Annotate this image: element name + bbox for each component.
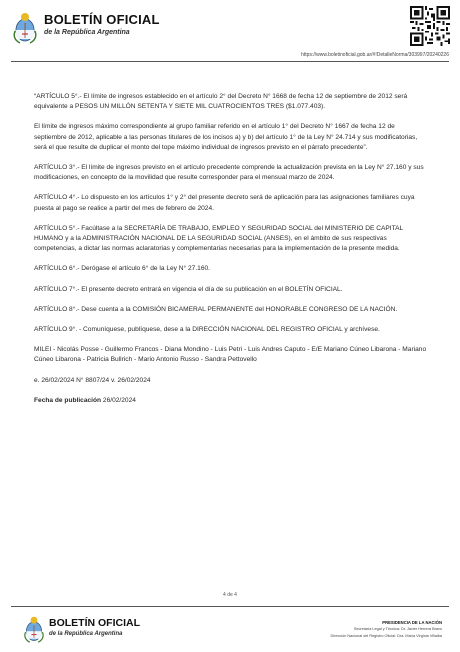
- signatories: MILEI - Nicolás Posse - Guillermo Francos - Diana Mondino - Luis Petri - Luis Andres Caputo - E/E Mariano Cúneo Libarona - Mariano Cúneo Libarona - Patricia Bullrich - Mario Antonio Russo - Sandra Pettovello: [34, 346, 427, 364]
- footer-registry-director: Dirección Nacional del Registro Oficial: Dra. María Virginia Villalba: [330, 634, 442, 638]
- footer-brand-title: BOLETÍN OFICIAL: [49, 617, 140, 629]
- publication-reference: e. 26/02/2024 N° 8807/24 v. 26/02/2024: [34, 376, 151, 384]
- paragraph-article-6: ARTÍCULO 6°.- Derógase el artículo 6° de la Ley N° 27.160.: [34, 265, 211, 273]
- national-emblem-icon: [12, 11, 38, 45]
- page-number: 4 de 4: [223, 592, 237, 598]
- publication-date-line: [34, 396, 429, 406]
- footer-emblem-icon: [23, 615, 45, 644]
- header-divider: [11, 61, 449, 62]
- footer-brand-subtitle: de la República Argentina: [49, 631, 123, 637]
- footer-presidency: PRESIDENCIA DE LA NACIÓN: [382, 620, 442, 625]
- paragraph-article-9: ARTÍCULO 9°. - Comuníquese, publíquese, dese a la DIRECCIÓN NACIONAL DEL REGISTRO OFICIAL y archívese.: [34, 326, 380, 334]
- paragraph-article-8: ARTÍCULO 8°.- Dese cuenta a la COMISIÓN BICAMERAL PERMANENTE del HONORABLE CONGRESO DE LA NACIÓN.: [34, 305, 398, 313]
- footer-divider: [11, 606, 449, 607]
- document-body: [34, 92, 429, 416]
- footer-credits: [331, 619, 443, 640]
- publication-date-label: Fecha de publicación: [34, 396, 102, 404]
- qr-code-icon: [410, 6, 450, 46]
- paragraph-article-5: ARTÍCULO 5°.- Facúltase a la SECRETARÍA DE TRABAJO, EMPLEO Y SEGURIDAD SOCIAL del MINISTERIO DE CAPITAL HUMANO y a la ADMINISTRACIÓN NACIONAL DE LA SEGURIDAD SOCIAL (ANSES), en el ámbito de sus respectivas competencias, a dictar las normas aclaratorias y complementarias necesarias para la implementación de la presente medida.: [34, 224, 403, 253]
- paragraph-family-income-limit: El límite de ingresos máximo correspondiente al grupo familiar referido en el artículo 1° del Decreto N° 1667 de fecha 12 de septiembre de 2012, aplicable a las personas titulares de los incisos a) y b) del artículo 1° de la Ley N° 24.714 y sus modificatorias, será el que resulte de duplicar el monto del tope máximo individual de ingresos previsto en el párrafo precedente”.: [34, 123, 418, 151]
- document-url[interactable]: https://www.boletinoficial.gob.ar/#!DetalleNorma/303997/20240226: [301, 52, 449, 58]
- paragraph-article-3: ARTÍCULO 3°.- El límite de ingresos previsto en el artículo precedente comprende la actualización prevista en la Ley N° 27.160 y sus modificaciones, en concepto de la movilidad que resulte corresponder para el mensual marzo de 2024.: [34, 164, 424, 182]
- brand-title: BOLETÍN OFICIAL: [44, 12, 160, 27]
- paragraph-article-4: ARTÍCULO 4°.- Lo dispuesto en los artículos 1° y 2° del presente decreto será de aplicación para las asignaciones familiares cuya puesta al pago se realice a partir del mes de febrero de 2024.: [34, 194, 415, 212]
- brand-subtitle: de la República Argentina: [44, 29, 130, 36]
- publication-date-value: 26/02/2024: [102, 396, 136, 404]
- paragraph-article-5-quote: “ARTÍCULO 5°.- El límite de ingresos establecido en el artículo 2° del Decreto N° 1668 de fecha 12 de septiembre de 2012 será equivalente a PESOS UN MILLÓN SETENTA Y SIETE MIL CUATROCIENTOS TRES ($1.077.403).: [34, 93, 408, 111]
- paragraph-article-7: ARTÍCULO 7°.- El presente decreto entrará en vigencia el día de su publicación en el BOLETÍN OFICIAL.: [34, 285, 343, 293]
- footer-legal-secretary: Secretaría Legal y Técnica: Dr. Javier Herrera Bravo: [353, 627, 442, 631]
